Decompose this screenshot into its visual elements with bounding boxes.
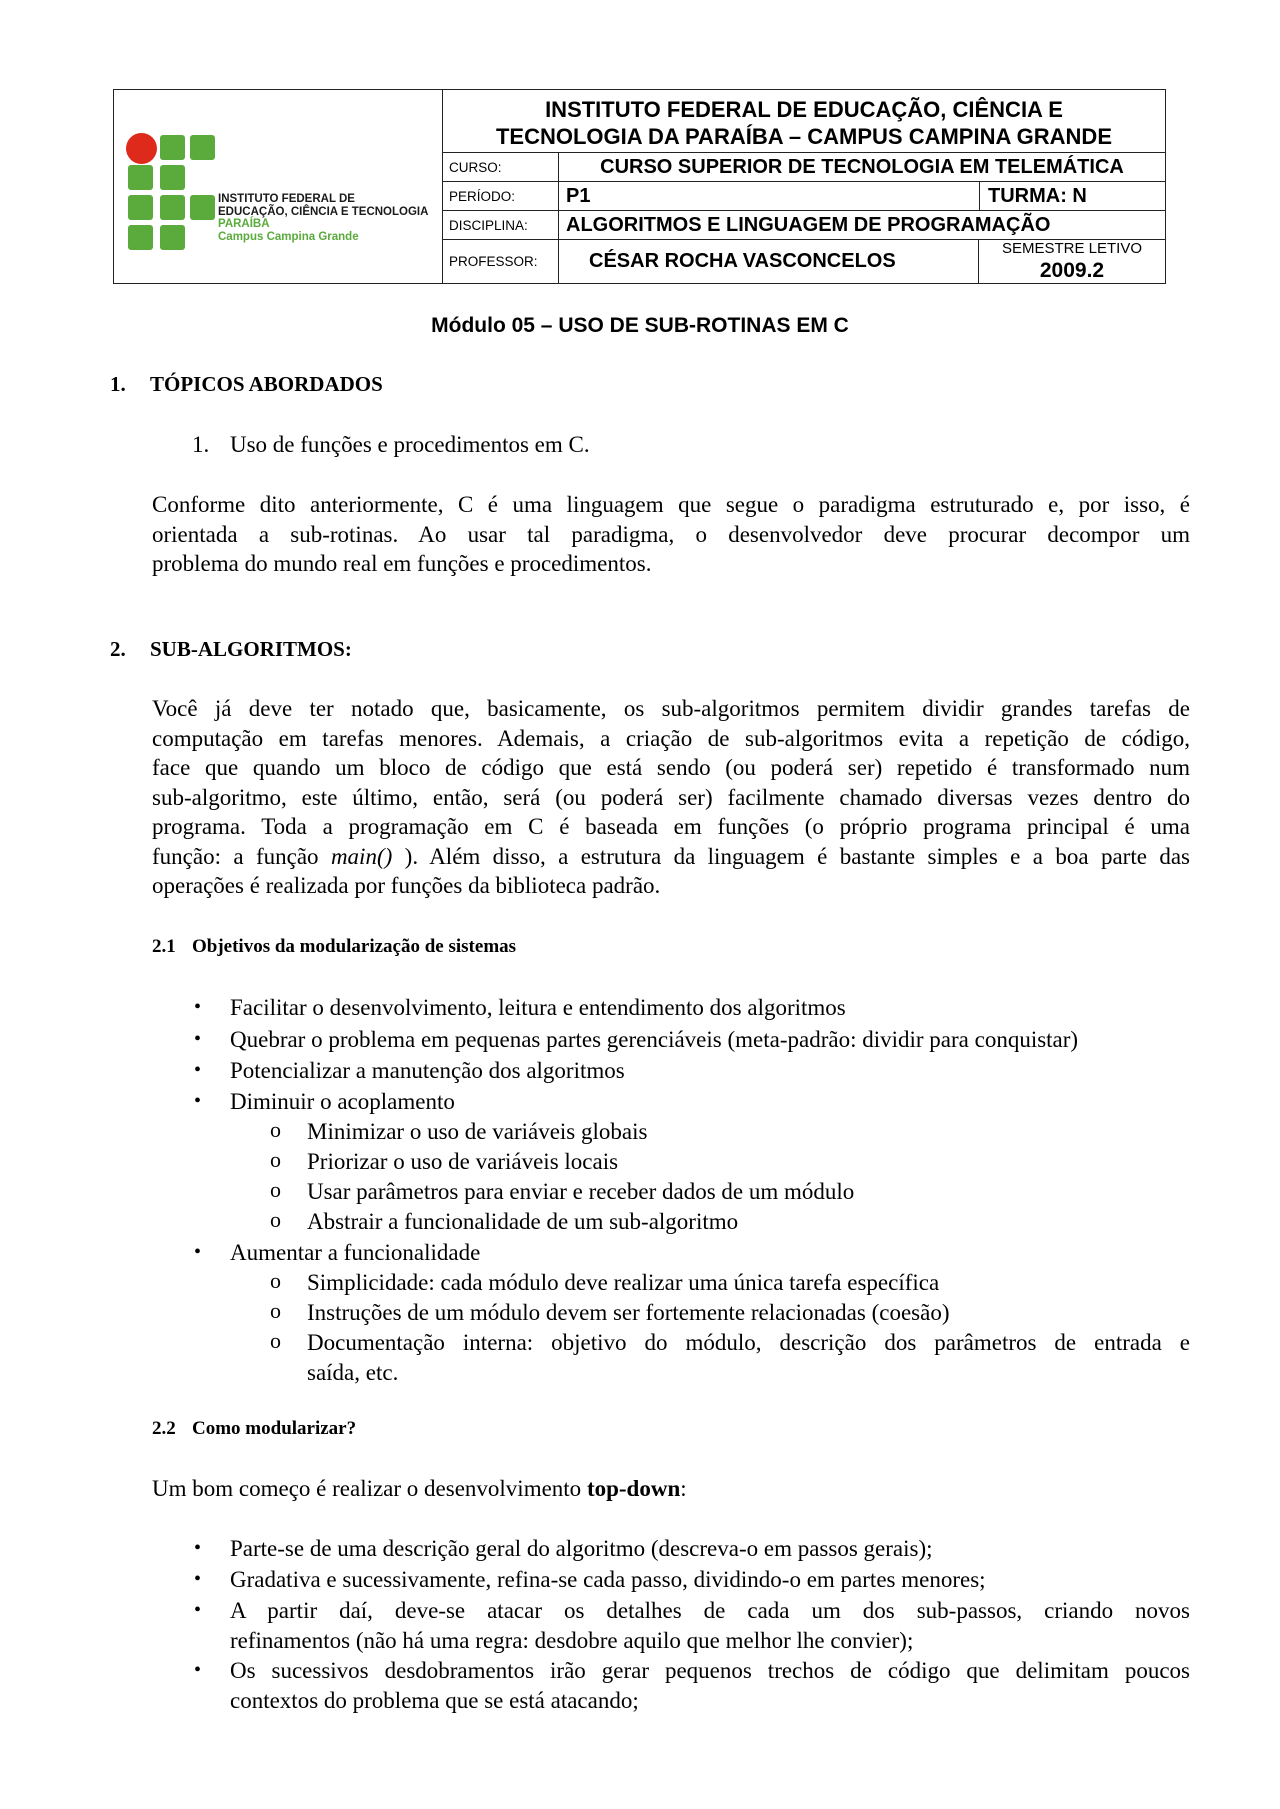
topic-item bbox=[192, 430, 209, 460]
sub-bullet: o bbox=[270, 1298, 281, 1323]
intro-paragraph bbox=[152, 490, 1190, 579]
paragraph-line: computação em tarefas menores. Ademais, a criação de sub-algoritmos evita a repetição de código, bbox=[152, 725, 1190, 751]
bullet: • bbox=[194, 1568, 202, 1590]
periodo-label: PERÍODO: bbox=[443, 182, 559, 210]
sub-bullet: o bbox=[270, 1207, 281, 1232]
list-item: Parte-se de uma descrição geral do algoritmo (descreva-o em passos gerais); bbox=[230, 1536, 933, 1561]
institution-line-1: INSTITUTO FEDERAL DE EDUCAÇÃO, CIÊNCIA E bbox=[545, 97, 1063, 122]
disciplina-label: DISCIPLINA: bbox=[443, 211, 559, 239]
paragraph-line: programa. Toda a programação em C é baseada em funções (o próprio programa principal é uma bbox=[152, 814, 1190, 839]
module-title: Módulo 05 – USO DE SUB-ROTINAS EM C bbox=[431, 314, 849, 337]
list-line: saída, etc. bbox=[307, 1360, 399, 1385]
top-down-term: top-down bbox=[586, 1476, 681, 1501]
paragraph-line bbox=[152, 842, 1190, 872]
periodo-value: P1 bbox=[566, 184, 591, 207]
topic-text: Uso de funções e procedimentos em C. bbox=[230, 432, 590, 457]
paragraph-line: orientada a sub-rotinas. Ao usar tal paradigma, o desenvolvedor deve procurar decompor um bbox=[152, 521, 1190, 547]
list-line: Documentação interna: objetivo do módulo, descrição dos parâmetros de entrada e bbox=[307, 1330, 1190, 1355]
semestre-cell bbox=[978, 240, 1165, 283]
curso-label: CURSO: bbox=[443, 153, 559, 181]
logo-line-1: INSTITUTO FEDERAL DE bbox=[218, 193, 355, 205]
paragraph-line: operações é realizada por funções da biblioteca padrão. bbox=[152, 873, 661, 898]
curso-value: CURSO SUPERIOR DE TECNOLOGIA EM TELEMÁTICA bbox=[600, 155, 1124, 178]
top-down-intro bbox=[152, 1474, 1190, 1504]
list-line: A partir daí, deve-se atacar os detalhes de cada um dos sub-passos, criando novos bbox=[230, 1598, 1190, 1623]
bullet: • bbox=[194, 1028, 202, 1050]
text-run: Um bom começo é realizar o desenvolvimento bbox=[152, 1476, 587, 1501]
section-2-1-heading bbox=[152, 936, 516, 958]
logo-line-3: PARAÍBA bbox=[218, 218, 270, 230]
professor-value: CÉSAR ROCHA VASCONCELOS bbox=[589, 250, 896, 272]
bullet: • bbox=[194, 1537, 202, 1559]
logo-text bbox=[218, 193, 428, 243]
logo-square bbox=[190, 135, 215, 160]
list-item: Diminuir o acoplamento bbox=[230, 1089, 455, 1114]
sub-list-item bbox=[307, 1328, 1190, 1388]
logo-red-dot bbox=[126, 133, 157, 164]
paragraph-line: face que quando um bloco de código que está sendo (ou poderá ser) repetido é transformado num bbox=[152, 755, 1190, 780]
sub-bullet: o bbox=[270, 1117, 281, 1142]
text-run: função: a função bbox=[152, 843, 331, 869]
institution-line-2: TECNOLOGIA DA PARAÍBA – CAMPUS CAMPINA GRANDE bbox=[495, 124, 1112, 149]
sub-list-item: Abstrair a funcionalidade de um sub-algoritmo bbox=[307, 1209, 739, 1234]
bullet: • bbox=[194, 1241, 202, 1263]
logo-square bbox=[160, 135, 185, 160]
section-2-heading bbox=[110, 637, 352, 662]
paragraph-line: Você já deve ter notado que, basicamente, os sub-algoritmos permitem dividir grandes tarefas de bbox=[152, 696, 1190, 721]
bullet: • bbox=[194, 996, 202, 1018]
list-line: contextos do problema que se está atacando; bbox=[230, 1688, 639, 1713]
disciplina-row bbox=[443, 211, 1165, 240]
sub-bullet: o bbox=[270, 1177, 281, 1202]
sub-bullet: o bbox=[270, 1147, 281, 1172]
logo-square bbox=[190, 195, 215, 220]
header-table bbox=[113, 89, 1166, 284]
logo-line-2: EDUCAÇÃO, CIÊNCIA E TECNOLOGIA bbox=[218, 205, 429, 218]
text-run: ). Além disso, a estrutura da linguagem é bastante simples e a boa parte das bbox=[392, 843, 1190, 869]
section-title: Como modularizar? bbox=[192, 1418, 357, 1439]
logo-square bbox=[128, 195, 153, 220]
section-1-heading bbox=[110, 372, 383, 397]
sub-bullet: o bbox=[270, 1268, 281, 1293]
info-cell bbox=[443, 90, 1165, 283]
list-line: refinamentos (não há uma regra: desdobre aquilo que melhor lhe convier); bbox=[230, 1628, 914, 1653]
bullet: • bbox=[194, 1090, 202, 1112]
list-item bbox=[230, 1656, 1190, 1716]
sub-list-item: Instruções de um módulo devem ser fortemente relacionadas (coesão) bbox=[307, 1300, 950, 1325]
paragraph-line: sub-algoritmo, este último, então, será (ou poderá ser) facilmente chamado diversas vezes dentro do bbox=[152, 784, 1190, 810]
logo-square bbox=[160, 195, 185, 220]
professor-row bbox=[443, 240, 1165, 283]
section-title: SUB-ALGORITMOS: bbox=[150, 637, 352, 661]
section-number: 2. bbox=[110, 637, 126, 661]
text-run: : bbox=[680, 1476, 687, 1501]
disciplina-value: ALGORITMOS E LINGUAGEM DE PROGRAMAÇÃO bbox=[566, 213, 1051, 236]
logo-square bbox=[128, 165, 153, 190]
list-item: Quebrar o problema em pequenas partes gerenciáveis (meta-padrão: dividir para conquistar) bbox=[230, 1027, 1079, 1052]
sub-list-item: Minimizar o uso de variáveis globais bbox=[307, 1119, 648, 1144]
section-title: TÓPICOS ABORDADOS bbox=[150, 372, 383, 396]
bullet: • bbox=[194, 1059, 202, 1081]
logo-square bbox=[128, 225, 153, 250]
section-title: Objetivos da modularização de sistemas bbox=[192, 936, 517, 957]
list-item: Facilitar o desenvolvimento, leitura e entendimento dos algoritmos bbox=[230, 995, 846, 1020]
logo-square bbox=[160, 165, 185, 190]
list-item: Gradativa e sucessivamente, refina-se cada passo, dividindo-o em partes menores; bbox=[230, 1567, 986, 1592]
section-number: 1. bbox=[110, 372, 126, 396]
periodo-row bbox=[443, 182, 1165, 211]
curso-row bbox=[443, 153, 1165, 182]
semestre-label: SEMESTRE LETIVO bbox=[1001, 240, 1143, 257]
sub-list-item: Priorizar o uso de variáveis locais bbox=[307, 1149, 619, 1174]
section-2-2-heading bbox=[152, 1418, 356, 1440]
sub-list-item: Simplicidade: cada módulo deve realizar uma única tarefa específica bbox=[307, 1270, 940, 1295]
logo-line-4: Campus Campina Grande bbox=[218, 230, 359, 243]
logo-cell bbox=[114, 90, 443, 283]
list-line: Os sucessivos desdobramentos irão gerar pequenos trechos de código que delimitam poucos bbox=[230, 1658, 1190, 1683]
semestre-value: 2009.2 bbox=[1039, 259, 1105, 282]
list-item: Aumentar a funcionalidade bbox=[230, 1240, 481, 1265]
topic-number: 1. bbox=[192, 432, 210, 457]
section-number: 2.2 bbox=[152, 1418, 176, 1439]
logo-square bbox=[160, 225, 185, 250]
bullet: • bbox=[194, 1659, 202, 1681]
paragraph-line: Conforme dito anteriormente, C é uma linguagem que segue o paradigma estruturado e, por isso, é bbox=[152, 492, 1190, 517]
sub-list-item: Usar parâmetros para enviar e receber dados de um módulo bbox=[307, 1179, 855, 1204]
paragraph-line: problema do mundo real em funções e procedimentos. bbox=[152, 551, 652, 576]
professor-label: PROFESSOR: bbox=[443, 240, 559, 283]
list-item: Potencializar a manutenção dos algoritmos bbox=[230, 1058, 625, 1083]
section-number: 2.1 bbox=[152, 936, 176, 957]
turma-value: TURMA: N bbox=[979, 182, 1165, 210]
sub-algorithms-paragraph bbox=[152, 694, 1190, 901]
sub-bullet: o bbox=[270, 1328, 281, 1353]
code-main: main() bbox=[330, 843, 393, 869]
list-item bbox=[230, 1596, 1190, 1656]
institution-name bbox=[443, 90, 1165, 153]
bullet: • bbox=[194, 1599, 202, 1621]
